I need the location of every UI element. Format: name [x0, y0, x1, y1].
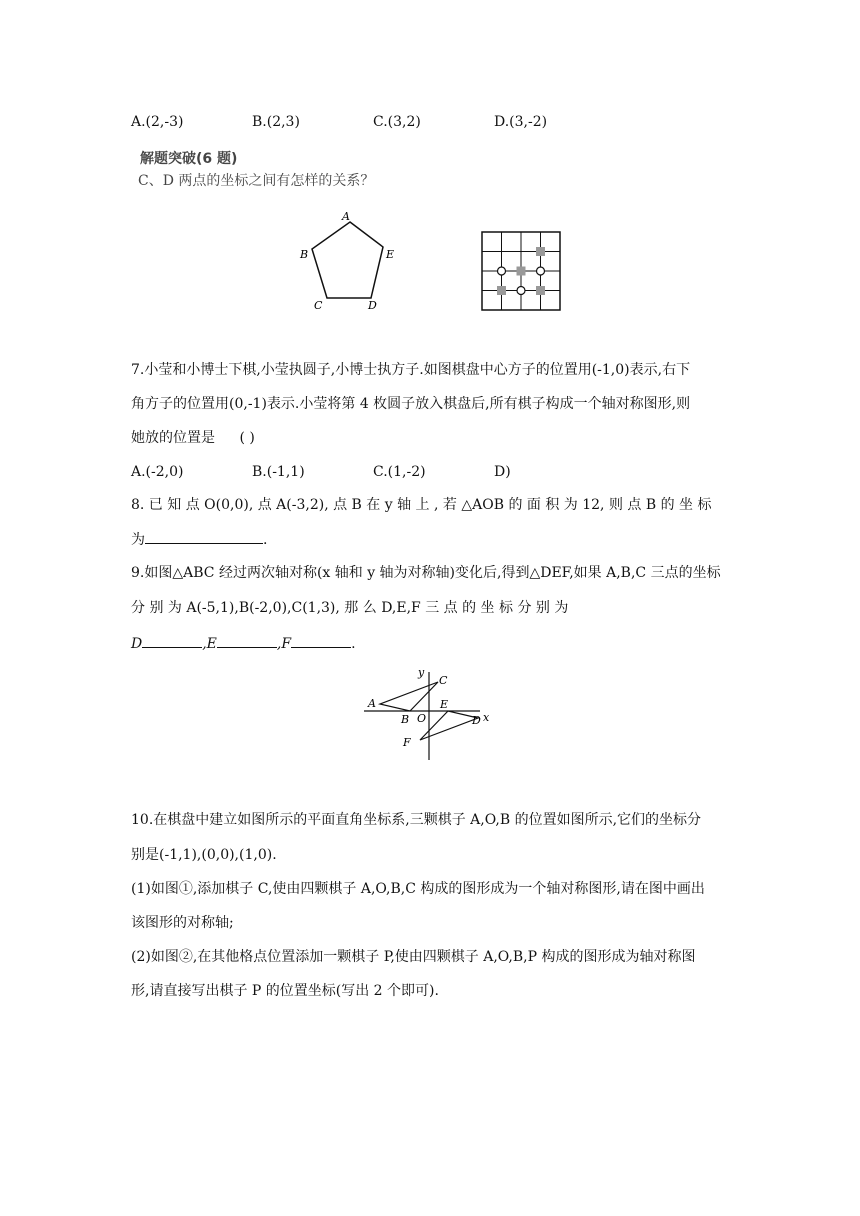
pentagon-label-e: E [386, 248, 395, 261]
pentagon-label-c: C [314, 299, 323, 312]
q7-choice-c: C.(1,-2) [373, 464, 426, 480]
pentagon-label-d: D [368, 299, 377, 312]
q9-blank-d[interactable] [142, 633, 202, 648]
square-piece [517, 267, 526, 276]
q6-choice-d: D.(3,-2) [494, 114, 548, 130]
hint-title: 解题突破(6 题) [140, 151, 238, 167]
q9-line-1: 9.如图△ABC 经过两次轴对称(x 轴和 y 轴为对称轴)变化后,得到△DEF,如果 A,B,C 三点的坐标 [131, 565, 721, 581]
q9-line-2: 分 别 为 A(-5,1),B(-2,0),C(1,3), 那 么 D,E,F 三 点 的 坐 标 分 别 为 [131, 600, 569, 616]
triangle-label-e: E [440, 698, 449, 711]
hint-text: C、D 两点的坐标之间有怎样的关系？ [138, 173, 375, 189]
q7-line-3-text: 她放的位置是 [131, 430, 215, 446]
q7-line-2: 角方子的位置用(0,-1)表示.小莹将第 4 枚圆子放入棋盘后,所有棋子构成一个轴对称图形,则 [131, 396, 691, 412]
axis-label-x: x [483, 711, 490, 724]
q10-line-2: 别是(-1,1),(0,0),(1,0). [131, 847, 277, 863]
q10-line-6: 形,请直接写出棋子 P 的位置坐标(写出 2 个即可). [131, 983, 439, 999]
q8-suffix: . [263, 532, 268, 548]
q7-line-3 [131, 428, 255, 448]
q7-choice-b: B.(-1,1) [252, 464, 305, 480]
pentagon-shape [312, 222, 383, 298]
axis-label-y: y [418, 666, 425, 679]
q10-line-3: (1)如图①,添加棋子 C,使由四颗棋子 A,O,B,C 构成的图形成为一个轴对称图形,请在图中画出 [131, 881, 705, 897]
pentagon-label-a: A [342, 210, 350, 223]
pentagon-figure [296, 208, 406, 318]
triangle-label-a: A [368, 697, 376, 710]
q7-choice-a: A.(-2,0) [131, 464, 184, 480]
round-piece [517, 287, 525, 295]
q9-end: . [351, 636, 356, 652]
q9-label-f: ,F [276, 636, 292, 652]
triangle-label-d: D [472, 714, 481, 727]
square-piece [497, 286, 506, 295]
round-piece [537, 267, 545, 275]
q9-line-3 [131, 633, 356, 654]
chessboard-figure [480, 230, 562, 312]
q9-label-d: D [131, 636, 143, 652]
q6-choice-b: B.(2,3) [252, 114, 300, 130]
q7-line-1: 7.小莹和小博士下棋,小莹执圆子,小博士执方子.如图棋盘中心方子的位置用(-1,0)表示,右下 [131, 362, 691, 378]
square-piece [536, 286, 545, 295]
q10-line-1: 10.在棋盘中建立如图所示的平面直角坐标系,三颗棋子 A,O,B 的位置如图所示,它们的坐标分 [131, 812, 702, 828]
q9-label-e: ,E [202, 636, 217, 652]
q6-choice-c: C.(3,2) [373, 114, 421, 130]
q10-line-4: 该图形的对称轴; [131, 915, 234, 931]
q7-answer-paren: ( ) [239, 430, 255, 446]
triangle-label-c: C [439, 674, 448, 687]
q8-line-1: 8. 已 知 点 O(0,0), 点 A(-3,2), 点 B 在 y 轴 上 , 若 △AOB 的 面 积 为 12, 则 点 B 的 坐 标 [131, 497, 712, 513]
pentagon-label-b: B [300, 248, 309, 261]
q9-blank-f[interactable] [291, 633, 351, 648]
q9-blank-e[interactable] [217, 633, 277, 648]
q10-line-5: (2)如图②,在其他格点位置添加一颗棋子 P,使由四颗棋子 A,O,B,P 构成的图形成为轴对称图 [131, 949, 696, 965]
q8-prefix: 为 [131, 532, 145, 548]
q8-answer-blank[interactable] [145, 529, 263, 544]
triangle-label-f: F [403, 736, 411, 749]
square-piece [536, 247, 545, 256]
round-piece [498, 267, 506, 275]
triangle-label-b: B [401, 713, 410, 726]
origin-label: O [417, 712, 427, 725]
q6-choice-a: A.(2,-3) [131, 114, 184, 130]
q8-line-2 [131, 529, 267, 550]
q7-choice-d: D) [494, 464, 511, 480]
triangle-reflection-figure [362, 664, 502, 764]
